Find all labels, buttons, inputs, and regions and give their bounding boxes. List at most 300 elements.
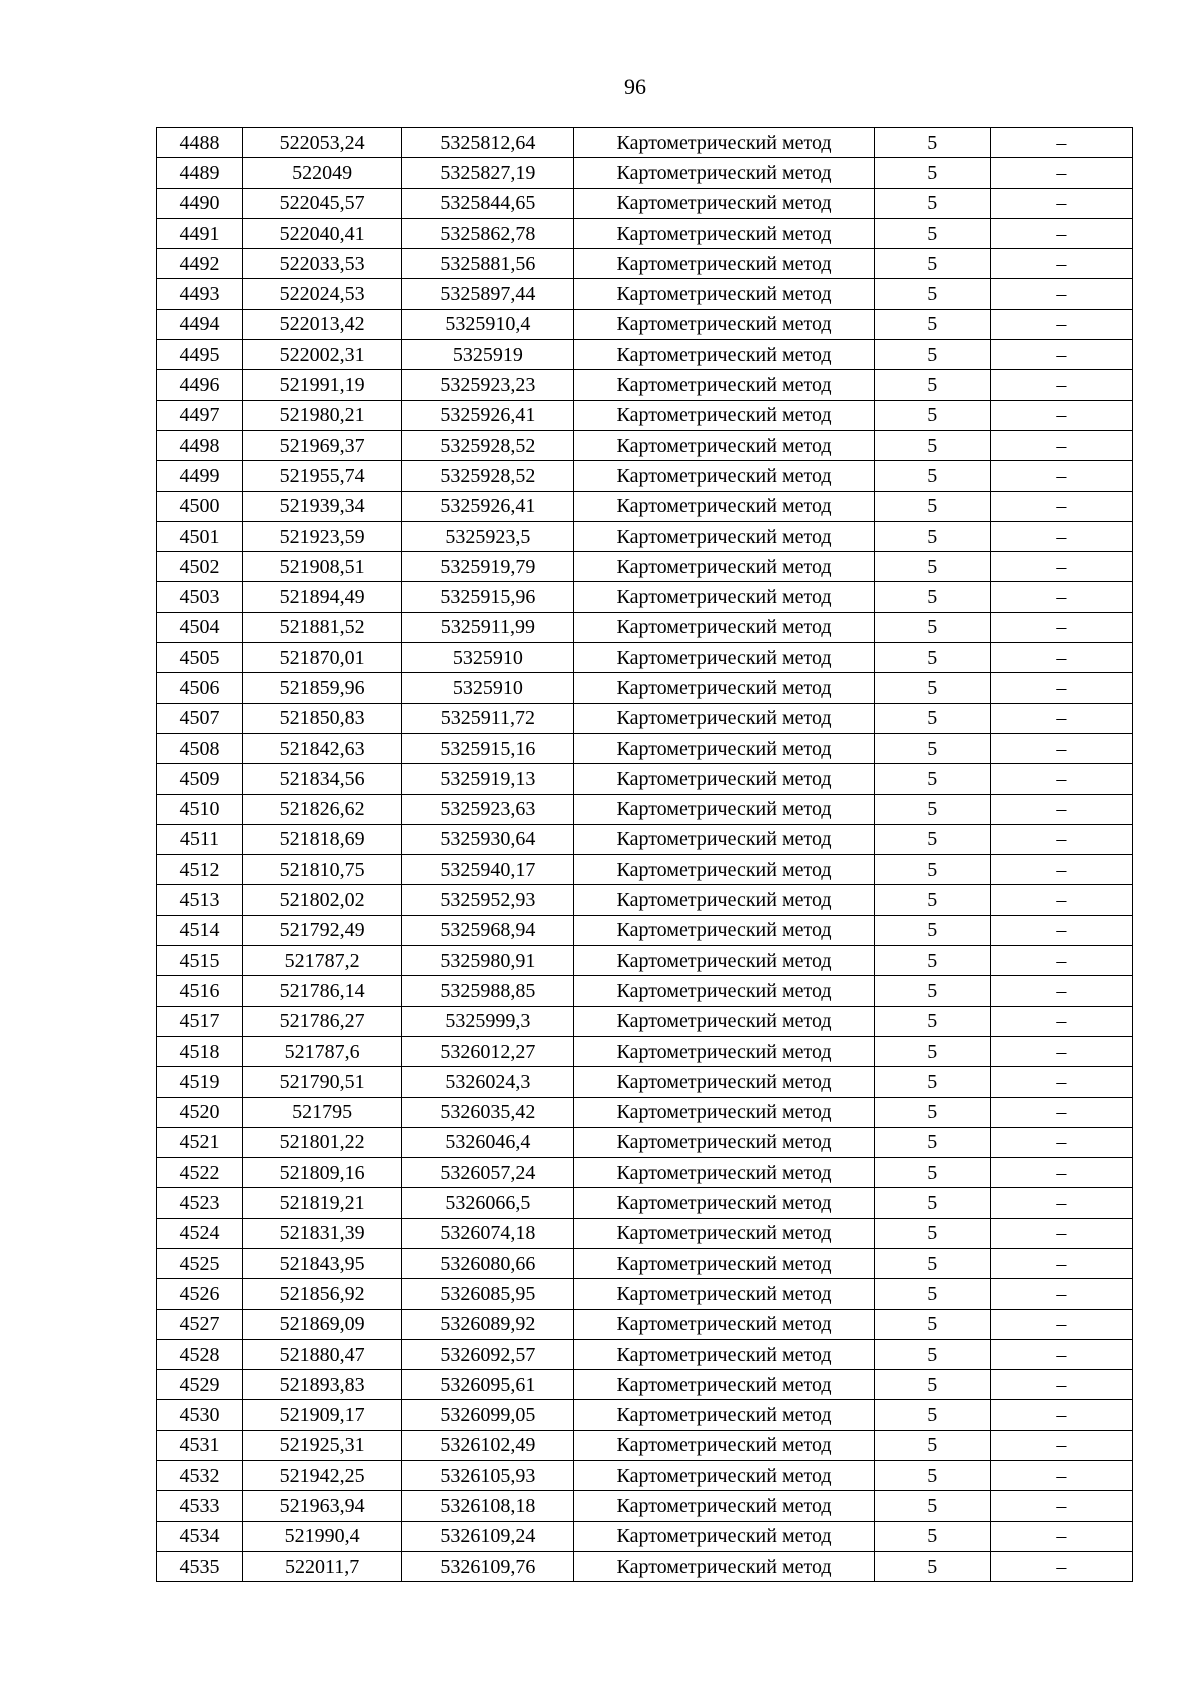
table-row bbox=[157, 1097, 1133, 1127]
y-coordinate-cell: 5326035,42 bbox=[402, 1097, 574, 1127]
point-number-cell: 4520 bbox=[157, 1097, 243, 1127]
accuracy-cell: 5 bbox=[874, 430, 990, 460]
note-cell: – bbox=[990, 158, 1132, 188]
accuracy-cell: 5 bbox=[874, 1279, 990, 1309]
y-coordinate-cell: 5325928,52 bbox=[402, 461, 574, 491]
accuracy-cell: 5 bbox=[874, 976, 990, 1006]
y-coordinate-cell: 5325844,65 bbox=[402, 188, 574, 218]
y-coordinate-cell: 5326080,66 bbox=[402, 1248, 574, 1278]
y-coordinate-cell: 5326109,24 bbox=[402, 1521, 574, 1551]
method-cell: Картометрический метод bbox=[574, 461, 874, 491]
accuracy-cell: 5 bbox=[874, 946, 990, 976]
table-row bbox=[157, 1248, 1133, 1278]
table-row bbox=[157, 976, 1133, 1006]
x-coordinate-cell: 521980,21 bbox=[243, 400, 402, 430]
method-cell: Картометрический метод bbox=[574, 733, 874, 763]
table-row bbox=[157, 340, 1133, 370]
method-cell: Картометрический метод bbox=[574, 279, 874, 309]
table-row bbox=[157, 430, 1133, 460]
x-coordinate-cell: 521842,63 bbox=[243, 733, 402, 763]
point-number-cell: 4529 bbox=[157, 1370, 243, 1400]
page-number: 96 bbox=[624, 74, 646, 99]
accuracy-cell: 5 bbox=[874, 643, 990, 673]
y-coordinate-cell: 5325919,13 bbox=[402, 764, 574, 794]
note-cell: – bbox=[990, 794, 1132, 824]
table-row bbox=[157, 1218, 1133, 1248]
table-row bbox=[157, 1067, 1133, 1097]
method-cell: Картометрический метод bbox=[574, 1218, 874, 1248]
y-coordinate-cell: 5325988,85 bbox=[402, 976, 574, 1006]
point-number-cell: 4535 bbox=[157, 1551, 243, 1581]
method-cell: Картометрический метод bbox=[574, 794, 874, 824]
method-cell: Картометрический метод bbox=[574, 1370, 874, 1400]
method-cell: Картометрический метод bbox=[574, 1339, 874, 1369]
y-coordinate-cell: 5326085,95 bbox=[402, 1279, 574, 1309]
table-row bbox=[157, 643, 1133, 673]
note-cell: – bbox=[990, 915, 1132, 945]
coordinates-table bbox=[156, 127, 1133, 1582]
method-cell: Картометрический метод bbox=[574, 1006, 874, 1036]
accuracy-cell: 5 bbox=[874, 1400, 990, 1430]
accuracy-cell: 5 bbox=[874, 461, 990, 491]
point-number-cell: 4514 bbox=[157, 915, 243, 945]
table-row bbox=[157, 612, 1133, 642]
x-coordinate-cell: 521810,75 bbox=[243, 855, 402, 885]
method-cell: Картометрический метод bbox=[574, 430, 874, 460]
table-row bbox=[157, 461, 1133, 491]
x-coordinate-cell: 522002,31 bbox=[243, 340, 402, 370]
method-cell: Картометрический метод bbox=[574, 1461, 874, 1491]
y-coordinate-cell: 5326066,5 bbox=[402, 1188, 574, 1218]
accuracy-cell: 5 bbox=[874, 1036, 990, 1066]
table-row bbox=[157, 1279, 1133, 1309]
method-cell: Картометрический метод bbox=[574, 309, 874, 339]
note-cell: – bbox=[990, 188, 1132, 218]
note-cell: – bbox=[990, 1248, 1132, 1278]
y-coordinate-cell: 5326024,3 bbox=[402, 1067, 574, 1097]
y-coordinate-cell: 5325915,16 bbox=[402, 733, 574, 763]
method-cell: Картометрический метод bbox=[574, 1188, 874, 1218]
method-cell: Картометрический метод bbox=[574, 703, 874, 733]
point-number-cell: 4521 bbox=[157, 1127, 243, 1157]
table-row bbox=[157, 218, 1133, 248]
x-coordinate-cell: 521831,39 bbox=[243, 1218, 402, 1248]
note-cell: – bbox=[990, 521, 1132, 551]
method-cell: Картометрический метод bbox=[574, 158, 874, 188]
table-row bbox=[157, 158, 1133, 188]
y-coordinate-cell: 5325812,64 bbox=[402, 128, 574, 158]
x-coordinate-cell: 522045,57 bbox=[243, 188, 402, 218]
y-coordinate-cell: 5325923,63 bbox=[402, 794, 574, 824]
x-coordinate-cell: 521893,83 bbox=[243, 1370, 402, 1400]
x-coordinate-cell: 521955,74 bbox=[243, 461, 402, 491]
note-cell: – bbox=[990, 1551, 1132, 1581]
point-number-cell: 4511 bbox=[157, 824, 243, 854]
method-cell: Картометрический метод bbox=[574, 340, 874, 370]
accuracy-cell: 5 bbox=[874, 582, 990, 612]
y-coordinate-cell: 5326099,05 bbox=[402, 1400, 574, 1430]
x-coordinate-cell: 521870,01 bbox=[243, 643, 402, 673]
y-coordinate-cell: 5326105,93 bbox=[402, 1461, 574, 1491]
accuracy-cell: 5 bbox=[874, 1551, 990, 1581]
x-coordinate-cell: 521991,19 bbox=[243, 370, 402, 400]
point-number-cell: 4496 bbox=[157, 370, 243, 400]
table-row bbox=[157, 279, 1133, 309]
accuracy-cell: 5 bbox=[874, 1491, 990, 1521]
y-coordinate-cell: 5326108,18 bbox=[402, 1491, 574, 1521]
point-number-cell: 4524 bbox=[157, 1218, 243, 1248]
note-cell: – bbox=[990, 1430, 1132, 1460]
accuracy-cell: 5 bbox=[874, 885, 990, 915]
x-coordinate-cell: 521801,22 bbox=[243, 1127, 402, 1157]
note-cell: – bbox=[990, 1158, 1132, 1188]
method-cell: Картометрический метод bbox=[574, 1067, 874, 1097]
x-coordinate-cell: 521795 bbox=[243, 1097, 402, 1127]
method-cell: Картометрический метод bbox=[574, 218, 874, 248]
table-row bbox=[157, 1461, 1133, 1491]
note-cell: – bbox=[990, 1309, 1132, 1339]
point-number-cell: 4493 bbox=[157, 279, 243, 309]
table-row bbox=[157, 1188, 1133, 1218]
note-cell: – bbox=[990, 370, 1132, 400]
y-coordinate-cell: 5325881,56 bbox=[402, 249, 574, 279]
note-cell: – bbox=[990, 733, 1132, 763]
x-coordinate-cell: 522024,53 bbox=[243, 279, 402, 309]
accuracy-cell: 5 bbox=[874, 279, 990, 309]
point-number-cell: 4504 bbox=[157, 612, 243, 642]
point-number-cell: 4488 bbox=[157, 128, 243, 158]
note-cell: – bbox=[990, 1188, 1132, 1218]
x-coordinate-cell: 521787,2 bbox=[243, 946, 402, 976]
accuracy-cell: 5 bbox=[874, 794, 990, 824]
y-coordinate-cell: 5325897,44 bbox=[402, 279, 574, 309]
method-cell: Картометрический метод bbox=[574, 885, 874, 915]
method-cell: Картометрический метод bbox=[574, 1248, 874, 1278]
method-cell: Картометрический метод bbox=[574, 673, 874, 703]
y-coordinate-cell: 5325926,41 bbox=[402, 400, 574, 430]
table-row bbox=[157, 249, 1133, 279]
y-coordinate-cell: 5326109,76 bbox=[402, 1551, 574, 1581]
x-coordinate-cell: 522033,53 bbox=[243, 249, 402, 279]
point-number-cell: 4528 bbox=[157, 1339, 243, 1369]
point-number-cell: 4515 bbox=[157, 946, 243, 976]
method-cell: Картометрический метод bbox=[574, 1551, 874, 1581]
method-cell: Картометрический метод bbox=[574, 1097, 874, 1127]
table-row bbox=[157, 1551, 1133, 1581]
y-coordinate-cell: 5326095,61 bbox=[402, 1370, 574, 1400]
accuracy-cell: 5 bbox=[874, 703, 990, 733]
y-coordinate-cell: 5326057,24 bbox=[402, 1158, 574, 1188]
accuracy-cell: 5 bbox=[874, 249, 990, 279]
method-cell: Картометрический метод bbox=[574, 582, 874, 612]
method-cell: Картометрический метод bbox=[574, 612, 874, 642]
y-coordinate-cell: 5325940,17 bbox=[402, 855, 574, 885]
accuracy-cell: 5 bbox=[874, 1006, 990, 1036]
y-coordinate-cell: 5325911,99 bbox=[402, 612, 574, 642]
point-number-cell: 4510 bbox=[157, 794, 243, 824]
accuracy-cell: 5 bbox=[874, 733, 990, 763]
accuracy-cell: 5 bbox=[874, 128, 990, 158]
table-row bbox=[157, 1158, 1133, 1188]
note-cell: – bbox=[990, 218, 1132, 248]
table-row bbox=[157, 1309, 1133, 1339]
table-row bbox=[157, 764, 1133, 794]
method-cell: Картометрический метод bbox=[574, 491, 874, 521]
accuracy-cell: 5 bbox=[874, 1370, 990, 1400]
accuracy-cell: 5 bbox=[874, 188, 990, 218]
y-coordinate-cell: 5325919,79 bbox=[402, 552, 574, 582]
point-number-cell: 4519 bbox=[157, 1067, 243, 1097]
table-row bbox=[157, 1430, 1133, 1460]
accuracy-cell: 5 bbox=[874, 309, 990, 339]
point-number-cell: 4508 bbox=[157, 733, 243, 763]
note-cell: – bbox=[990, 491, 1132, 521]
point-number-cell: 4503 bbox=[157, 582, 243, 612]
x-coordinate-cell: 521843,95 bbox=[243, 1248, 402, 1278]
y-coordinate-cell: 5325999,3 bbox=[402, 1006, 574, 1036]
table-row bbox=[157, 885, 1133, 915]
x-coordinate-cell: 522049 bbox=[243, 158, 402, 188]
note-cell: – bbox=[990, 764, 1132, 794]
x-coordinate-cell: 521908,51 bbox=[243, 552, 402, 582]
x-coordinate-cell: 521856,92 bbox=[243, 1279, 402, 1309]
point-number-cell: 4495 bbox=[157, 340, 243, 370]
note-cell: – bbox=[990, 309, 1132, 339]
method-cell: Картометрический метод bbox=[574, 855, 874, 885]
method-cell: Картометрический метод bbox=[574, 1127, 874, 1157]
method-cell: Картометрический метод bbox=[574, 400, 874, 430]
accuracy-cell: 5 bbox=[874, 1097, 990, 1127]
x-coordinate-cell: 521969,37 bbox=[243, 430, 402, 460]
point-number-cell: 4526 bbox=[157, 1279, 243, 1309]
method-cell: Картометрический метод bbox=[574, 946, 874, 976]
table-row bbox=[157, 673, 1133, 703]
point-number-cell: 4518 bbox=[157, 1036, 243, 1066]
table-row bbox=[157, 855, 1133, 885]
method-cell: Картометрический метод bbox=[574, 188, 874, 218]
method-cell: Картометрический метод bbox=[574, 1158, 874, 1188]
accuracy-cell: 5 bbox=[874, 855, 990, 885]
table-row bbox=[157, 370, 1133, 400]
point-number-cell: 4512 bbox=[157, 855, 243, 885]
y-coordinate-cell: 5325926,41 bbox=[402, 491, 574, 521]
x-coordinate-cell: 521850,83 bbox=[243, 703, 402, 733]
method-cell: Картометрический метод bbox=[574, 249, 874, 279]
x-coordinate-cell: 521942,25 bbox=[243, 1461, 402, 1491]
point-number-cell: 4505 bbox=[157, 643, 243, 673]
accuracy-cell: 5 bbox=[874, 1430, 990, 1460]
note-cell: – bbox=[990, 885, 1132, 915]
note-cell: – bbox=[990, 400, 1132, 430]
method-cell: Картометрический метод bbox=[574, 1036, 874, 1066]
note-cell: – bbox=[990, 1279, 1132, 1309]
y-coordinate-cell: 5325910 bbox=[402, 673, 574, 703]
method-cell: Картометрический метод bbox=[574, 370, 874, 400]
method-cell: Картометрический метод bbox=[574, 976, 874, 1006]
table-row bbox=[157, 521, 1133, 551]
table-row bbox=[157, 1006, 1133, 1036]
note-cell: – bbox=[990, 673, 1132, 703]
y-coordinate-cell: 5325980,91 bbox=[402, 946, 574, 976]
point-number-cell: 4531 bbox=[157, 1430, 243, 1460]
table-row bbox=[157, 309, 1133, 339]
accuracy-cell: 5 bbox=[874, 218, 990, 248]
method-cell: Картометрический метод bbox=[574, 521, 874, 551]
table-row bbox=[157, 582, 1133, 612]
accuracy-cell: 5 bbox=[874, 1309, 990, 1339]
y-coordinate-cell: 5325952,93 bbox=[402, 885, 574, 915]
y-coordinate-cell: 5325930,64 bbox=[402, 824, 574, 854]
accuracy-cell: 5 bbox=[874, 612, 990, 642]
method-cell: Картометрический метод bbox=[574, 552, 874, 582]
point-number-cell: 4534 bbox=[157, 1521, 243, 1551]
point-number-cell: 4500 bbox=[157, 491, 243, 521]
note-cell: – bbox=[990, 249, 1132, 279]
x-coordinate-cell: 521881,52 bbox=[243, 612, 402, 642]
x-coordinate-cell: 521818,69 bbox=[243, 824, 402, 854]
method-cell: Картометрический метод bbox=[574, 915, 874, 945]
y-coordinate-cell: 5326074,18 bbox=[402, 1218, 574, 1248]
y-coordinate-cell: 5325923,5 bbox=[402, 521, 574, 551]
note-cell: – bbox=[990, 461, 1132, 491]
x-coordinate-cell: 521894,49 bbox=[243, 582, 402, 612]
table-row bbox=[157, 915, 1133, 945]
note-cell: – bbox=[990, 1400, 1132, 1430]
table-row bbox=[157, 733, 1133, 763]
y-coordinate-cell: 5325968,94 bbox=[402, 915, 574, 945]
method-cell: Картометрический метод bbox=[574, 1491, 874, 1521]
x-coordinate-cell: 521787,6 bbox=[243, 1036, 402, 1066]
table-row bbox=[157, 1491, 1133, 1521]
accuracy-cell: 5 bbox=[874, 1461, 990, 1491]
table-row bbox=[157, 400, 1133, 430]
point-number-cell: 4517 bbox=[157, 1006, 243, 1036]
point-number-cell: 4497 bbox=[157, 400, 243, 430]
table-row bbox=[157, 1400, 1133, 1430]
table-row bbox=[157, 491, 1133, 521]
y-coordinate-cell: 5325928,52 bbox=[402, 430, 574, 460]
method-cell: Картометрический метод bbox=[574, 1430, 874, 1460]
point-number-cell: 4516 bbox=[157, 976, 243, 1006]
point-number-cell: 4506 bbox=[157, 673, 243, 703]
table-row bbox=[157, 188, 1133, 218]
x-coordinate-cell: 521990,4 bbox=[243, 1521, 402, 1551]
accuracy-cell: 5 bbox=[874, 1218, 990, 1248]
point-number-cell: 4492 bbox=[157, 249, 243, 279]
note-cell: – bbox=[990, 1067, 1132, 1097]
note-cell: – bbox=[990, 128, 1132, 158]
accuracy-cell: 5 bbox=[874, 158, 990, 188]
y-coordinate-cell: 5325915,96 bbox=[402, 582, 574, 612]
point-number-cell: 4533 bbox=[157, 1491, 243, 1521]
x-coordinate-cell: 522013,42 bbox=[243, 309, 402, 339]
accuracy-cell: 5 bbox=[874, 340, 990, 370]
table-row bbox=[157, 552, 1133, 582]
y-coordinate-cell: 5325862,78 bbox=[402, 218, 574, 248]
table-row bbox=[157, 1339, 1133, 1369]
table-row bbox=[157, 703, 1133, 733]
method-cell: Картометрический метод bbox=[574, 824, 874, 854]
y-coordinate-cell: 5326046,4 bbox=[402, 1127, 574, 1157]
accuracy-cell: 5 bbox=[874, 1339, 990, 1369]
y-coordinate-cell: 5325923,23 bbox=[402, 370, 574, 400]
y-coordinate-cell: 5325911,72 bbox=[402, 703, 574, 733]
point-number-cell: 4490 bbox=[157, 188, 243, 218]
x-coordinate-cell: 521880,47 bbox=[243, 1339, 402, 1369]
accuracy-cell: 5 bbox=[874, 1248, 990, 1278]
note-cell: – bbox=[990, 582, 1132, 612]
accuracy-cell: 5 bbox=[874, 824, 990, 854]
x-coordinate-cell: 521819,21 bbox=[243, 1188, 402, 1218]
note-cell: – bbox=[990, 1097, 1132, 1127]
note-cell: – bbox=[990, 1006, 1132, 1036]
x-coordinate-cell: 521963,94 bbox=[243, 1491, 402, 1521]
method-cell: Картометрический метод bbox=[574, 1521, 874, 1551]
note-cell: – bbox=[990, 552, 1132, 582]
note-cell: – bbox=[990, 703, 1132, 733]
x-coordinate-cell: 521834,56 bbox=[243, 764, 402, 794]
x-coordinate-cell: 521869,09 bbox=[243, 1309, 402, 1339]
point-number-cell: 4527 bbox=[157, 1309, 243, 1339]
y-coordinate-cell: 5325827,19 bbox=[402, 158, 574, 188]
point-number-cell: 4513 bbox=[157, 885, 243, 915]
table-row bbox=[157, 794, 1133, 824]
point-number-cell: 4502 bbox=[157, 552, 243, 582]
point-number-cell: 4522 bbox=[157, 1158, 243, 1188]
y-coordinate-cell: 5325910,4 bbox=[402, 309, 574, 339]
note-cell: – bbox=[990, 340, 1132, 370]
point-number-cell: 4530 bbox=[157, 1400, 243, 1430]
note-cell: – bbox=[990, 279, 1132, 309]
y-coordinate-cell: 5326092,57 bbox=[402, 1339, 574, 1369]
point-number-cell: 4498 bbox=[157, 430, 243, 460]
x-coordinate-cell: 521786,27 bbox=[243, 1006, 402, 1036]
x-coordinate-cell: 521792,49 bbox=[243, 915, 402, 945]
accuracy-cell: 5 bbox=[874, 370, 990, 400]
y-coordinate-cell: 5326012,27 bbox=[402, 1036, 574, 1066]
x-coordinate-cell: 521786,14 bbox=[243, 976, 402, 1006]
accuracy-cell: 5 bbox=[874, 521, 990, 551]
note-cell: – bbox=[990, 1339, 1132, 1369]
table-row bbox=[157, 824, 1133, 854]
x-coordinate-cell: 521909,17 bbox=[243, 1400, 402, 1430]
method-cell: Картометрический метод bbox=[574, 1279, 874, 1309]
method-cell: Картометрический метод bbox=[574, 764, 874, 794]
point-number-cell: 4489 bbox=[157, 158, 243, 188]
point-number-cell: 4525 bbox=[157, 1248, 243, 1278]
x-coordinate-cell: 521859,96 bbox=[243, 673, 402, 703]
table-row bbox=[157, 946, 1133, 976]
method-cell: Картометрический метод bbox=[574, 128, 874, 158]
accuracy-cell: 5 bbox=[874, 1127, 990, 1157]
point-number-cell: 4491 bbox=[157, 218, 243, 248]
note-cell: – bbox=[990, 824, 1132, 854]
point-number-cell: 4501 bbox=[157, 521, 243, 551]
accuracy-cell: 5 bbox=[874, 1188, 990, 1218]
point-number-cell: 4507 bbox=[157, 703, 243, 733]
note-cell: – bbox=[990, 1218, 1132, 1248]
accuracy-cell: 5 bbox=[874, 1067, 990, 1097]
point-number-cell: 4523 bbox=[157, 1188, 243, 1218]
note-cell: – bbox=[990, 430, 1132, 460]
table-body bbox=[157, 128, 1133, 1582]
accuracy-cell: 5 bbox=[874, 764, 990, 794]
y-coordinate-cell: 5326102,49 bbox=[402, 1430, 574, 1460]
y-coordinate-cell: 5325919 bbox=[402, 340, 574, 370]
x-coordinate-cell: 521809,16 bbox=[243, 1158, 402, 1188]
x-coordinate-cell: 521925,31 bbox=[243, 1430, 402, 1460]
table-row bbox=[157, 1521, 1133, 1551]
